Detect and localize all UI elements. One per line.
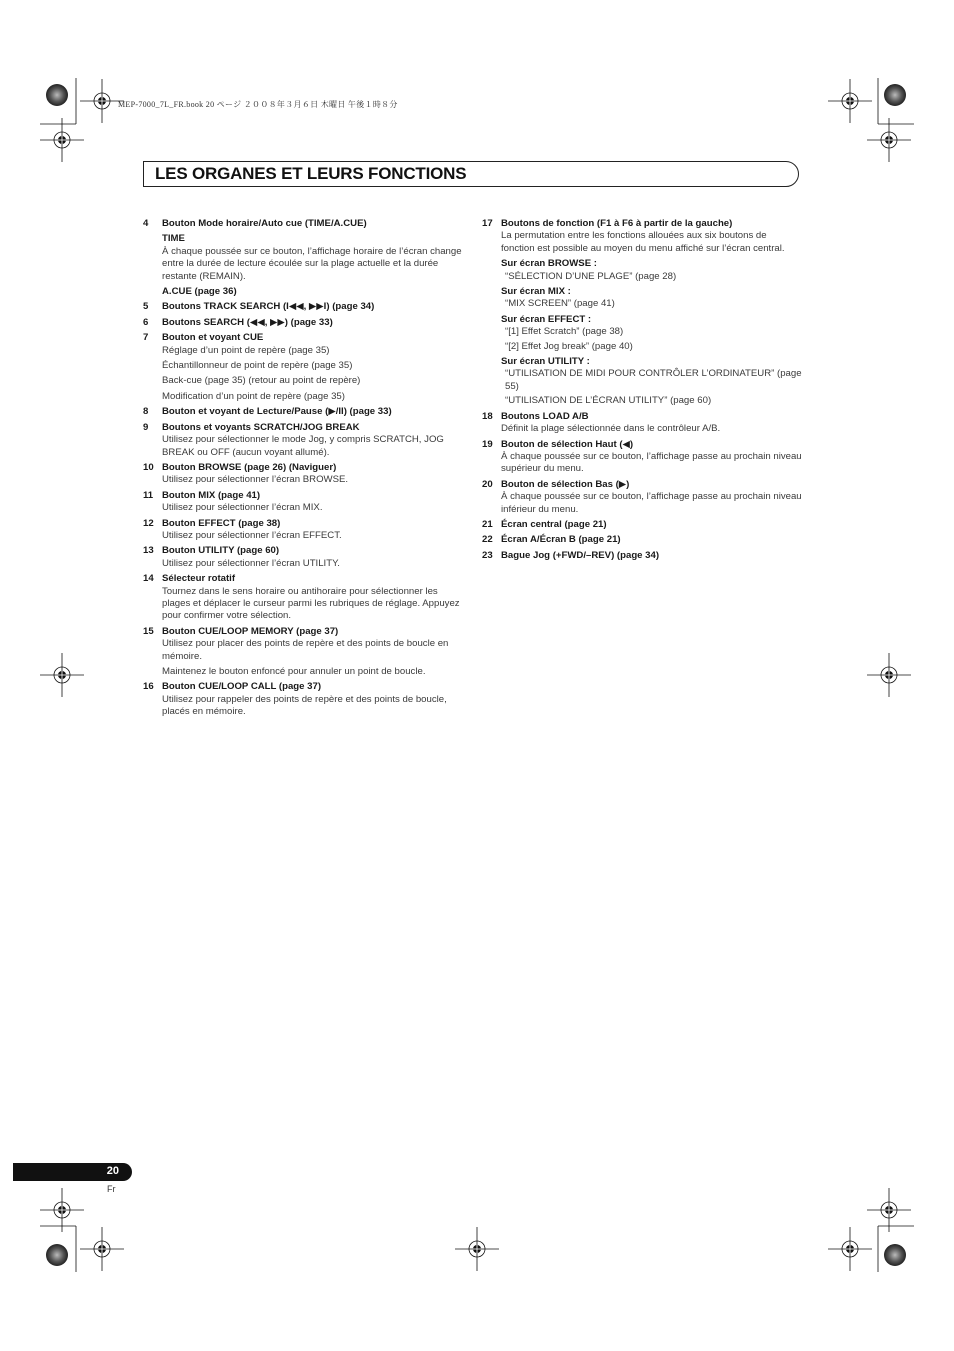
item-description: Modification d’un point de repère (page 35) xyxy=(162,390,345,402)
item-number: 22 xyxy=(482,534,493,546)
item-heading: Boutons de fonction (F1 à F6 à partir de la gauche) xyxy=(501,218,733,229)
item-description: À chaque poussée sur ce bouton, l’affichage passe au prochain niveau supérieur du menu. xyxy=(501,450,802,475)
item-heading: Bouton et voyant de Lecture/Pause (▶/II) (page 33) xyxy=(162,406,392,418)
item-reference: “[1] Effet Scratch” (page 38) xyxy=(505,326,624,338)
list-item xyxy=(482,411,802,436)
item-heading: Boutons TRACK SEARCH (I◀◀, ▶▶I) (page 34) xyxy=(162,301,375,313)
item-description: Définit la plage sélectionnée dans le contrôleur A/B. xyxy=(501,423,721,435)
item-description: Échantillonneur de point de repère (page 35) xyxy=(162,360,353,372)
language-code: Fr xyxy=(107,1184,116,1194)
item-heading: Écran central (page 21) xyxy=(501,518,607,530)
item-heading: Sélecteur rotatif xyxy=(162,573,236,585)
list-item xyxy=(143,301,463,313)
item-subheading: Sur écran UTILITY : xyxy=(501,356,590,368)
item-heading: Boutons LOAD A/B xyxy=(501,410,589,422)
item-heading: Bouton MIX (page 41) xyxy=(162,489,261,501)
list-item xyxy=(482,519,802,531)
list-item xyxy=(143,490,463,515)
right-column xyxy=(482,218,802,565)
item-number: 23 xyxy=(482,549,493,561)
item-subheading: Sur écran BROWSE : xyxy=(501,258,597,270)
item-description: À chaque poussée sur ce bouton, l’affichage horaire de l’écran change entre la durée de lecture écoulée sur la plage actuelle et la durée restante (REMAIN). xyxy=(162,245,462,282)
item-heading: Écran A/Écran B (page 21) xyxy=(501,534,621,546)
file-header: MEP-7000_7L_FR.book 20 ページ ２００８年３月６日 木曜日 午後１時８分 xyxy=(118,100,398,109)
item-heading: Boutons et voyants SCRATCH/JOG BREAK xyxy=(162,421,360,433)
item-description: Utilisez pour sélectionner l’écran UTILITY. xyxy=(162,557,340,569)
item-number: 16 xyxy=(143,681,154,693)
item-reference: “[2] Effet Jog break” (page 40) xyxy=(505,340,633,352)
item-number: 10 xyxy=(143,461,154,473)
list-item xyxy=(143,573,463,623)
item-number: 21 xyxy=(482,518,493,530)
item-number: 19 xyxy=(482,438,493,450)
item-heading: Bouton et voyant CUE xyxy=(162,332,264,344)
item-number: 5 xyxy=(143,301,149,313)
item-heading: Bouton CUE/LOOP CALL (page 37) xyxy=(162,681,322,693)
list-item xyxy=(482,439,802,476)
item-number: 11 xyxy=(143,489,154,501)
list-item xyxy=(482,534,802,546)
list-item xyxy=(143,406,463,418)
list-item xyxy=(143,545,463,570)
list-item xyxy=(143,422,463,459)
item-number: 13 xyxy=(143,545,154,557)
item-subheading: TIME xyxy=(162,233,185,245)
item-reference: “MIX SCREEN” (page 41) xyxy=(505,298,615,310)
item-number: 6 xyxy=(143,316,149,328)
list-item xyxy=(143,626,463,679)
list-item xyxy=(143,681,463,718)
item-description: Utilisez pour sélectionner l’écran BROWSE. xyxy=(162,474,349,486)
item-heading: Boutons SEARCH (◀◀, ▶▶) (page 33) xyxy=(162,316,333,328)
list-item xyxy=(143,317,463,329)
item-heading: Bague Jog (+FWD/–REV) (page 34) xyxy=(501,549,660,561)
item-number: 8 xyxy=(143,406,149,418)
item-reference: “SÉLECTION D’UNE PLAGE” (page 28) xyxy=(505,270,677,282)
item-subheading: A.CUE (page 36) xyxy=(162,286,237,298)
item-heading: Bouton UTILITY (page 60) xyxy=(162,545,280,557)
list-item xyxy=(143,332,463,403)
item-heading: Bouton CUE/LOOP MEMORY (page 37) xyxy=(162,625,339,637)
list-item xyxy=(482,218,802,408)
item-description: Utilisez pour sélectionner l’écran MIX. xyxy=(162,502,323,514)
item-heading: Bouton EFFECT (page 38) xyxy=(162,517,281,529)
item-number: 7 xyxy=(143,332,149,344)
item-reference: “UTILISATION DE MIDI POUR CONTRÔLER L’ORDINATEUR” (page 55) xyxy=(505,368,802,392)
item-description: Maintenez le bouton enfoncé pour annuler un point de boucle. xyxy=(162,666,426,677)
item-number: 14 xyxy=(143,573,154,585)
left-column xyxy=(143,218,463,722)
item-subheading: Sur écran EFFECT : xyxy=(501,313,592,325)
item-number: 18 xyxy=(482,410,493,422)
list-item xyxy=(143,518,463,543)
item-number: 15 xyxy=(143,625,154,637)
list-item xyxy=(143,462,463,487)
item-description: Utilisez pour placer des points de repère et des points de boucle en mémoire. xyxy=(162,638,449,662)
item-reference: “UTILISATION DE L’ÉCRAN UTILITY” (page 60) xyxy=(505,395,712,407)
page-number-tab xyxy=(13,1163,132,1181)
page-title-bar xyxy=(143,161,799,187)
item-number: 9 xyxy=(143,421,149,433)
item-number: 4 xyxy=(143,218,149,229)
item-description: Utilisez pour sélectionner l’écran EFFECT. xyxy=(162,529,342,541)
item-heading: Bouton Mode horaire/Auto cue (TIME/A.CUE) xyxy=(162,218,367,229)
page-title: LES ORGANES ET LEURS FONCTIONS xyxy=(155,164,467,183)
list-item xyxy=(482,550,802,562)
list-item xyxy=(482,479,802,516)
item-description: Utilisez pour sélectionner le mode Jog, y compris SCRATCH, JOG BREAK ou OFF (aucun voyant allumé). xyxy=(162,434,444,458)
item-heading: Bouton BROWSE (page 26) (Naviguer) xyxy=(162,461,337,473)
item-description: À chaque poussée sur ce bouton, l’affichage passe au prochain niveau inférieur du menu. xyxy=(501,491,802,515)
item-number: 12 xyxy=(143,517,154,529)
item-description: Tournez dans le sens horaire ou antihoraire pour sélectionner les plages et déplacer le curseur parmi les rubriques de réglage. Appuyez pour confirmer votre sélection. xyxy=(162,585,460,622)
item-description: Utilisez pour rappeler des points de repère et des points de boucle, placés en mémoire. xyxy=(162,693,447,718)
item-subheading: Sur écran MIX : xyxy=(501,286,571,298)
item-description: Back-cue (page 35) (retour au point de repère) xyxy=(162,375,361,387)
item-number: 20 xyxy=(482,478,493,490)
item-heading: Bouton de sélection Haut (◀) xyxy=(501,438,634,450)
item-description: La permutation entre les fonctions allouées aux six boutons de fonction est possible au moyen du menu affiché sur l’écran central. xyxy=(501,230,785,254)
list-item xyxy=(143,218,463,298)
page-number: 20 xyxy=(106,1165,119,1177)
item-description: Réglage d’un point de repère (page 35) xyxy=(162,344,330,356)
item-number: 17 xyxy=(482,218,493,229)
item-heading: Bouton de sélection Bas (▶) xyxy=(501,478,630,490)
